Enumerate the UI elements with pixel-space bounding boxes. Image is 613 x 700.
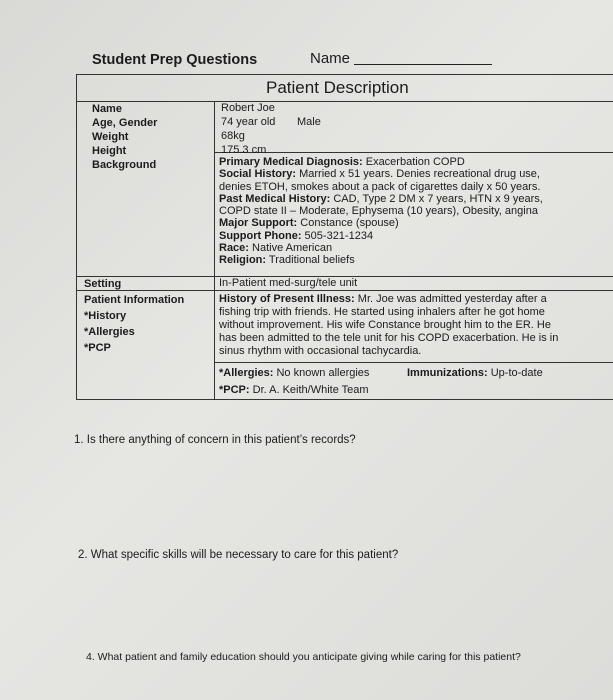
- question-4: 4. What patient and family education should you anticipate giving while caring for this patient?: [86, 651, 521, 663]
- past-medical-history-line-2: COPD state II – Moderate, Ephysema (10 years), Obesity, angina: [219, 205, 538, 218]
- social-history-line-2: denies ETOH, smokes about a pack of cigarettes daily x 50 years.: [219, 180, 541, 193]
- hpi-line-2: fishing trip with friends. He started using inhalers after he got home: [219, 306, 545, 318]
- allergies-line: *Allergies: No known allergies: [219, 367, 370, 379]
- primary-diagnosis-line: Primary Medical Diagnosis: Exacerbation COPD: [219, 156, 465, 168]
- value-height: 175.3 cm: [221, 144, 267, 156]
- table-title: Patient Description: [266, 78, 409, 97]
- value-weight: 68kg: [221, 130, 245, 142]
- column-divider: [214, 101, 215, 399]
- allergies-divider: [214, 362, 613, 363]
- label-background: Background: [92, 159, 157, 171]
- table-border-top: [76, 74, 613, 75]
- label-setting: Setting: [84, 278, 122, 290]
- label-height: Height: [92, 145, 127, 157]
- social-history-line: Social History: Married x 51 years. Denies recreational drug use,: [219, 168, 540, 181]
- label-allergies: *Allergies: [84, 326, 135, 338]
- label-history: *History: [84, 310, 127, 322]
- name-blank-line: [354, 64, 492, 65]
- background-details: [219, 156, 543, 267]
- question-1: 1. Is there anything of concern in this patient’s records?: [74, 434, 356, 446]
- label-name: Name: [92, 103, 122, 115]
- hpi-line-5: sinus rhythm with occasional tachycardia.: [219, 345, 422, 357]
- name-label: Name: [310, 50, 351, 67]
- value-name: Robert Joe: [221, 102, 275, 114]
- support-phone-line: Support Phone: 505-321-1234: [219, 229, 374, 242]
- table-border-bottom: [76, 399, 613, 400]
- religion-line: Religion: Traditional beliefs: [219, 254, 355, 267]
- major-support-line: Major Support: Constance (spouse): [219, 217, 399, 230]
- label-age-gender: Age, Gender: [92, 117, 158, 129]
- past-medical-history-line: Past Medical History: CAD, Type 2 DM x 7 years, HTN x 9 years,: [219, 192, 543, 205]
- worksheet-title: Student Prep Questions: [92, 52, 258, 68]
- history-present-illness: [219, 293, 558, 358]
- patient-description-table: [76, 74, 613, 400]
- value-setting: In-Patient med-surg/tele unit: [219, 277, 358, 289]
- pcp-line: *PCP: Dr. A. Keith/White Team: [219, 384, 369, 396]
- table-border-left: [76, 74, 77, 399]
- hpi-line-3: without improvement. His wife Constance brought him to the ER. He: [219, 319, 551, 331]
- immunizations-line: Immunizations: Up-to-date: [407, 367, 543, 379]
- value-age: 74 year old: [221, 116, 276, 128]
- label-patient-information: Patient Information: [84, 294, 185, 306]
- race-line: Race: Native American: [219, 242, 333, 255]
- label-pcp: *PCP: [84, 342, 111, 354]
- table-title-divider: [76, 101, 613, 102]
- question-2: 2. What specific skills will be necessary to care for this patient?: [78, 549, 399, 561]
- hpi-line-1: History of Present Illness: Mr. Joe was admitted yesterday after a: [219, 293, 547, 305]
- value-gender: Male: [297, 116, 321, 128]
- background-divider: [214, 152, 613, 153]
- label-weight: Weight: [92, 131, 129, 143]
- hpi-line-4: has been admitted to the tele unit for his COPD exacerbation. He is in: [219, 332, 559, 344]
